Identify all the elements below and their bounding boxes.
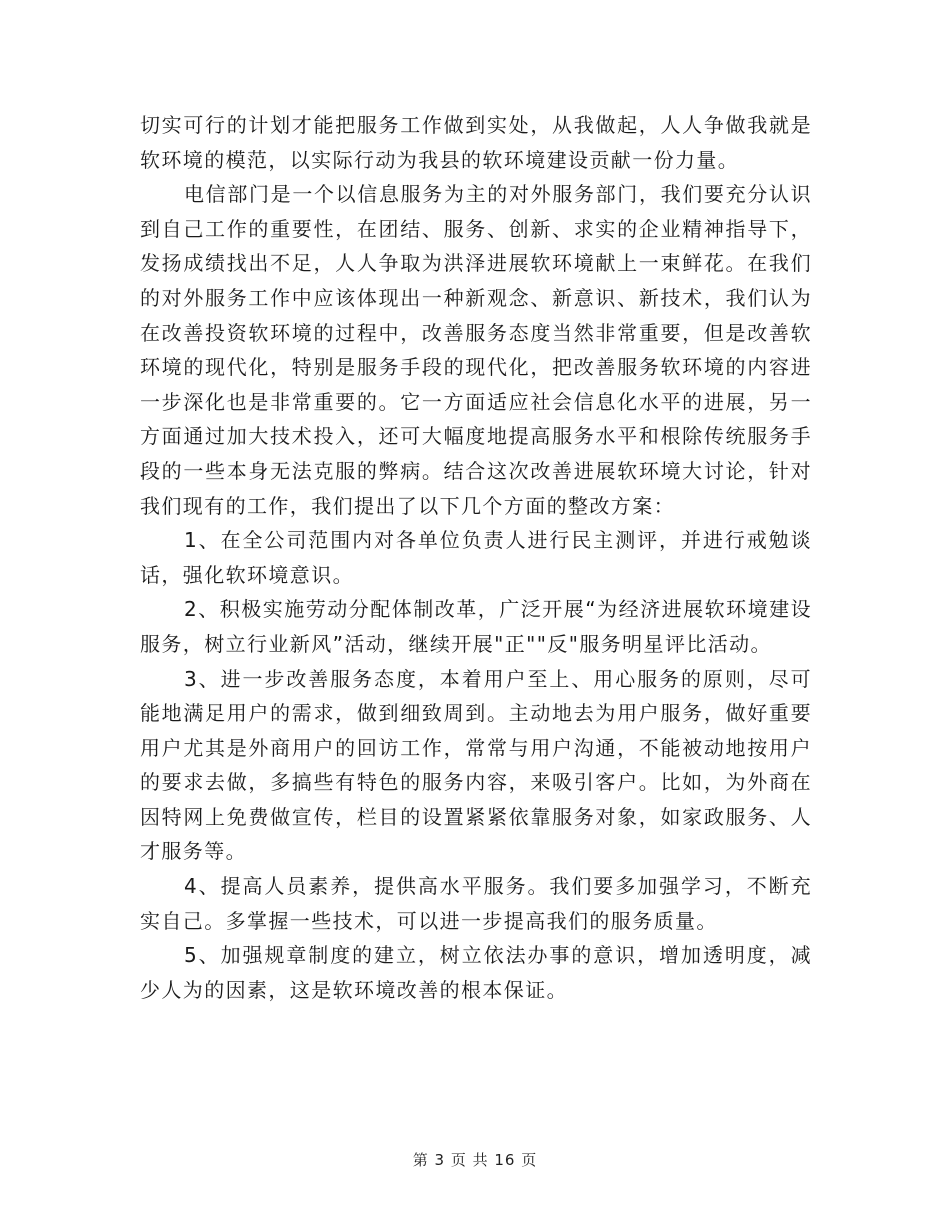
list-item: 5、加强规章制度的建立，树立依法办事的意识，增加透明度，减少人为的因素，这是软环境改善的根本保证。 — [140, 943, 812, 1002]
list-item: 2、积极实施劳动分配体制改革，广泛开展“为经济进展软环境建设服务，树立行业新风”活动，继续开展"正""反"服务明星评比活动。 — [140, 597, 812, 656]
page-number-footer: 第 3 页 共 16 页 — [412, 1151, 538, 1169]
document-body — [140, 108, 812, 1007]
paragraph: 电信部门是一个以信息服务为主的对外服务部门，我们要充分认识到自己工作的重要性，在团结、服务、创新、求实的企业精神指导下，发扬成绩找出不足，人人争取为洪泽进展软环境献上一束鲜花。在我们的对外服务工作中应该体现出一种新观念、新意识、新技术，我们认为在改善投资软环境的过程中，改善服务态度当然非常重要，但是改善软环境的现代化，特别是服务手段的现代化，把改善服务软环境的内容进一步深化也是非常重要的。它一方面适应社会信息化水平的进展，另一方面通过加大技术投入，还可大幅度地提高服务水平和根除传统服务手段的一些本身无法克服的弊病。结合这次改善进展软环境大讨论，针对我们现有的工作，我们提出了以下几个方面的整改方案： — [140, 182, 812, 518]
list-item: 4、提高人员素养，提供高水平服务。我们要多加强学习，不断充实自己。多掌握一些技术，可以进一步提高我们的服务质量。 — [140, 874, 812, 933]
list-item: 1、在全公司范围内对各单位负责人进行民主测评，并进行戒勉谈话，强化软环境意识。 — [140, 528, 812, 587]
list-item: 3、进一步改善服务态度，本着用户至上、用心服务的原则，尽可能地满足用户的需求，做到细致周到。主动地去为用户服务，做好重要用户尤其是外商用户的回访工作，常常与用户沟通，不能被动地按用户的要求去做，多搞些有特色的服务内容，来吸引客户。比如，为外商在因特网上免费做宣传，栏目的设置紧紧依靠服务对象，如家政服务、人才服务等。 — [140, 666, 812, 864]
paragraph: 切实可行的计划才能把服务工作做到实处，从我做起，人人争做我就是软环境的模范，以实际行动为我县的软环境建设贡献一份力量。 — [140, 113, 812, 172]
